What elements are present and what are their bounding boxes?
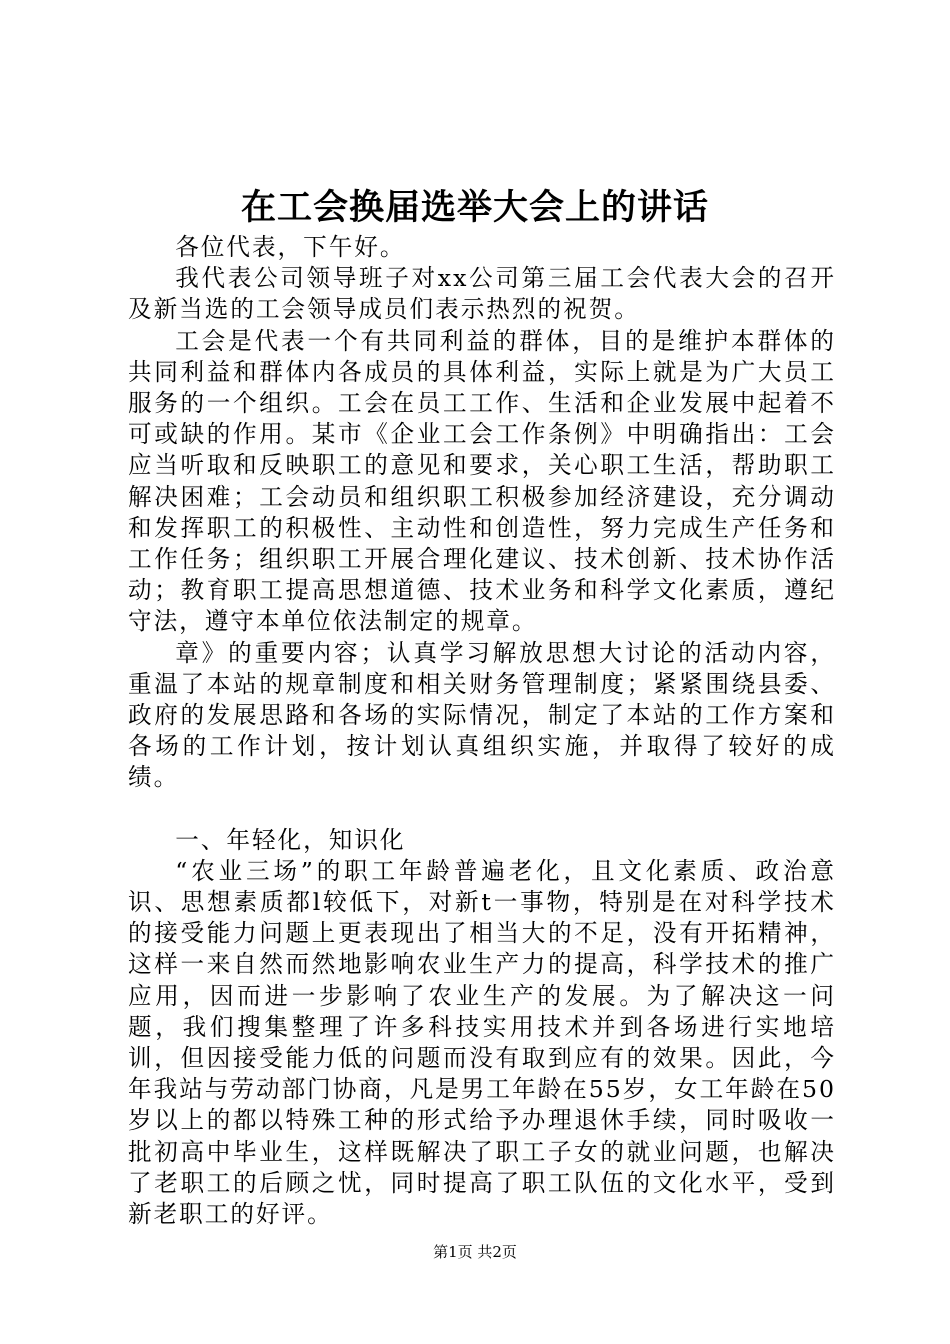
document-body [128, 232, 836, 1230]
paragraph-greeting: 各位代表，下午好。 [175, 233, 406, 261]
paragraph-youth-knowledge: “农业三场”的职工年龄普遍老化，且文化素质、政治意识、思想素质都l较低下，对新t一事物，特别是在对科学技术的接受能力问题上更表现出了相当大的不足，没有开拓精神，这样一来自然而然地影响农业生产力的提高，科学技术的推广应用，因而进一步影响了农业生产的发展。为了解决这一问题，我们搜集整理了许多科技实用技术并到各场进行实地培训，但因接受能力低的问题而没有取到应有的效果。因此，今年我站与劳动部门协商，凡是男工年龄在55岁，女工年龄在50岁以上的都以特殊工种的形式给予办理退休手续，同时吸收一批初高中毕业生，这样既解决了职工子女的就业问题，也解决了老职工的后顾之忧，同时提高了职工队伍的文化水平，受到新老职工的好评。 [128, 856, 836, 1229]
document-title: 在工会换届选举大会上的讲话 [240, 187, 709, 228]
paragraph-union-role: 工会是代表一个有共同利益的群体，目的是维护本群体的共同利益和群体内各成员的具体利益，实际上就是为广大员工服务的一个组织。工会在员工工作、生活和企业发展中起着不可或缺的作用。某市《企业工会工作条例》中明确指出：工会应当听取和反映职工的意见和要求，关心职工生活，帮助职工解决困难；工会动员和组织职工积极参加经济建设，充分调动和发挥职工的积极性、主动性和创造性，努力完成生产任务和工作任务；组织职工开展合理化建议、技术创新、技术协作活动；教育职工提高思想道德、技术业务和科学文化素质，遵纪守法，遵守本单位依法制定的规章。 [128, 326, 836, 636]
paragraph-work-summary: 章》的重要内容；认真学习解放思想大讨论的活动内容，重温了本站的规章制度和相关财务管理制度；紧紧围绕县委、政府的发展思路和各场的实际情况，制定了本站的工作方案和各场的工作计划，按计划认真组织实施，并取得了较好的成绩。 [128, 638, 836, 792]
section-heading: 一、年轻化，知识化 [175, 825, 406, 854]
paragraph-congratulations: 我代表公司领导班子对xx公司第三届工会代表大会的召开及新当选的工会领导成员们表示热烈的祝贺。 [128, 264, 836, 324]
page-footer: 第1页 共2页 [433, 1243, 517, 1261]
